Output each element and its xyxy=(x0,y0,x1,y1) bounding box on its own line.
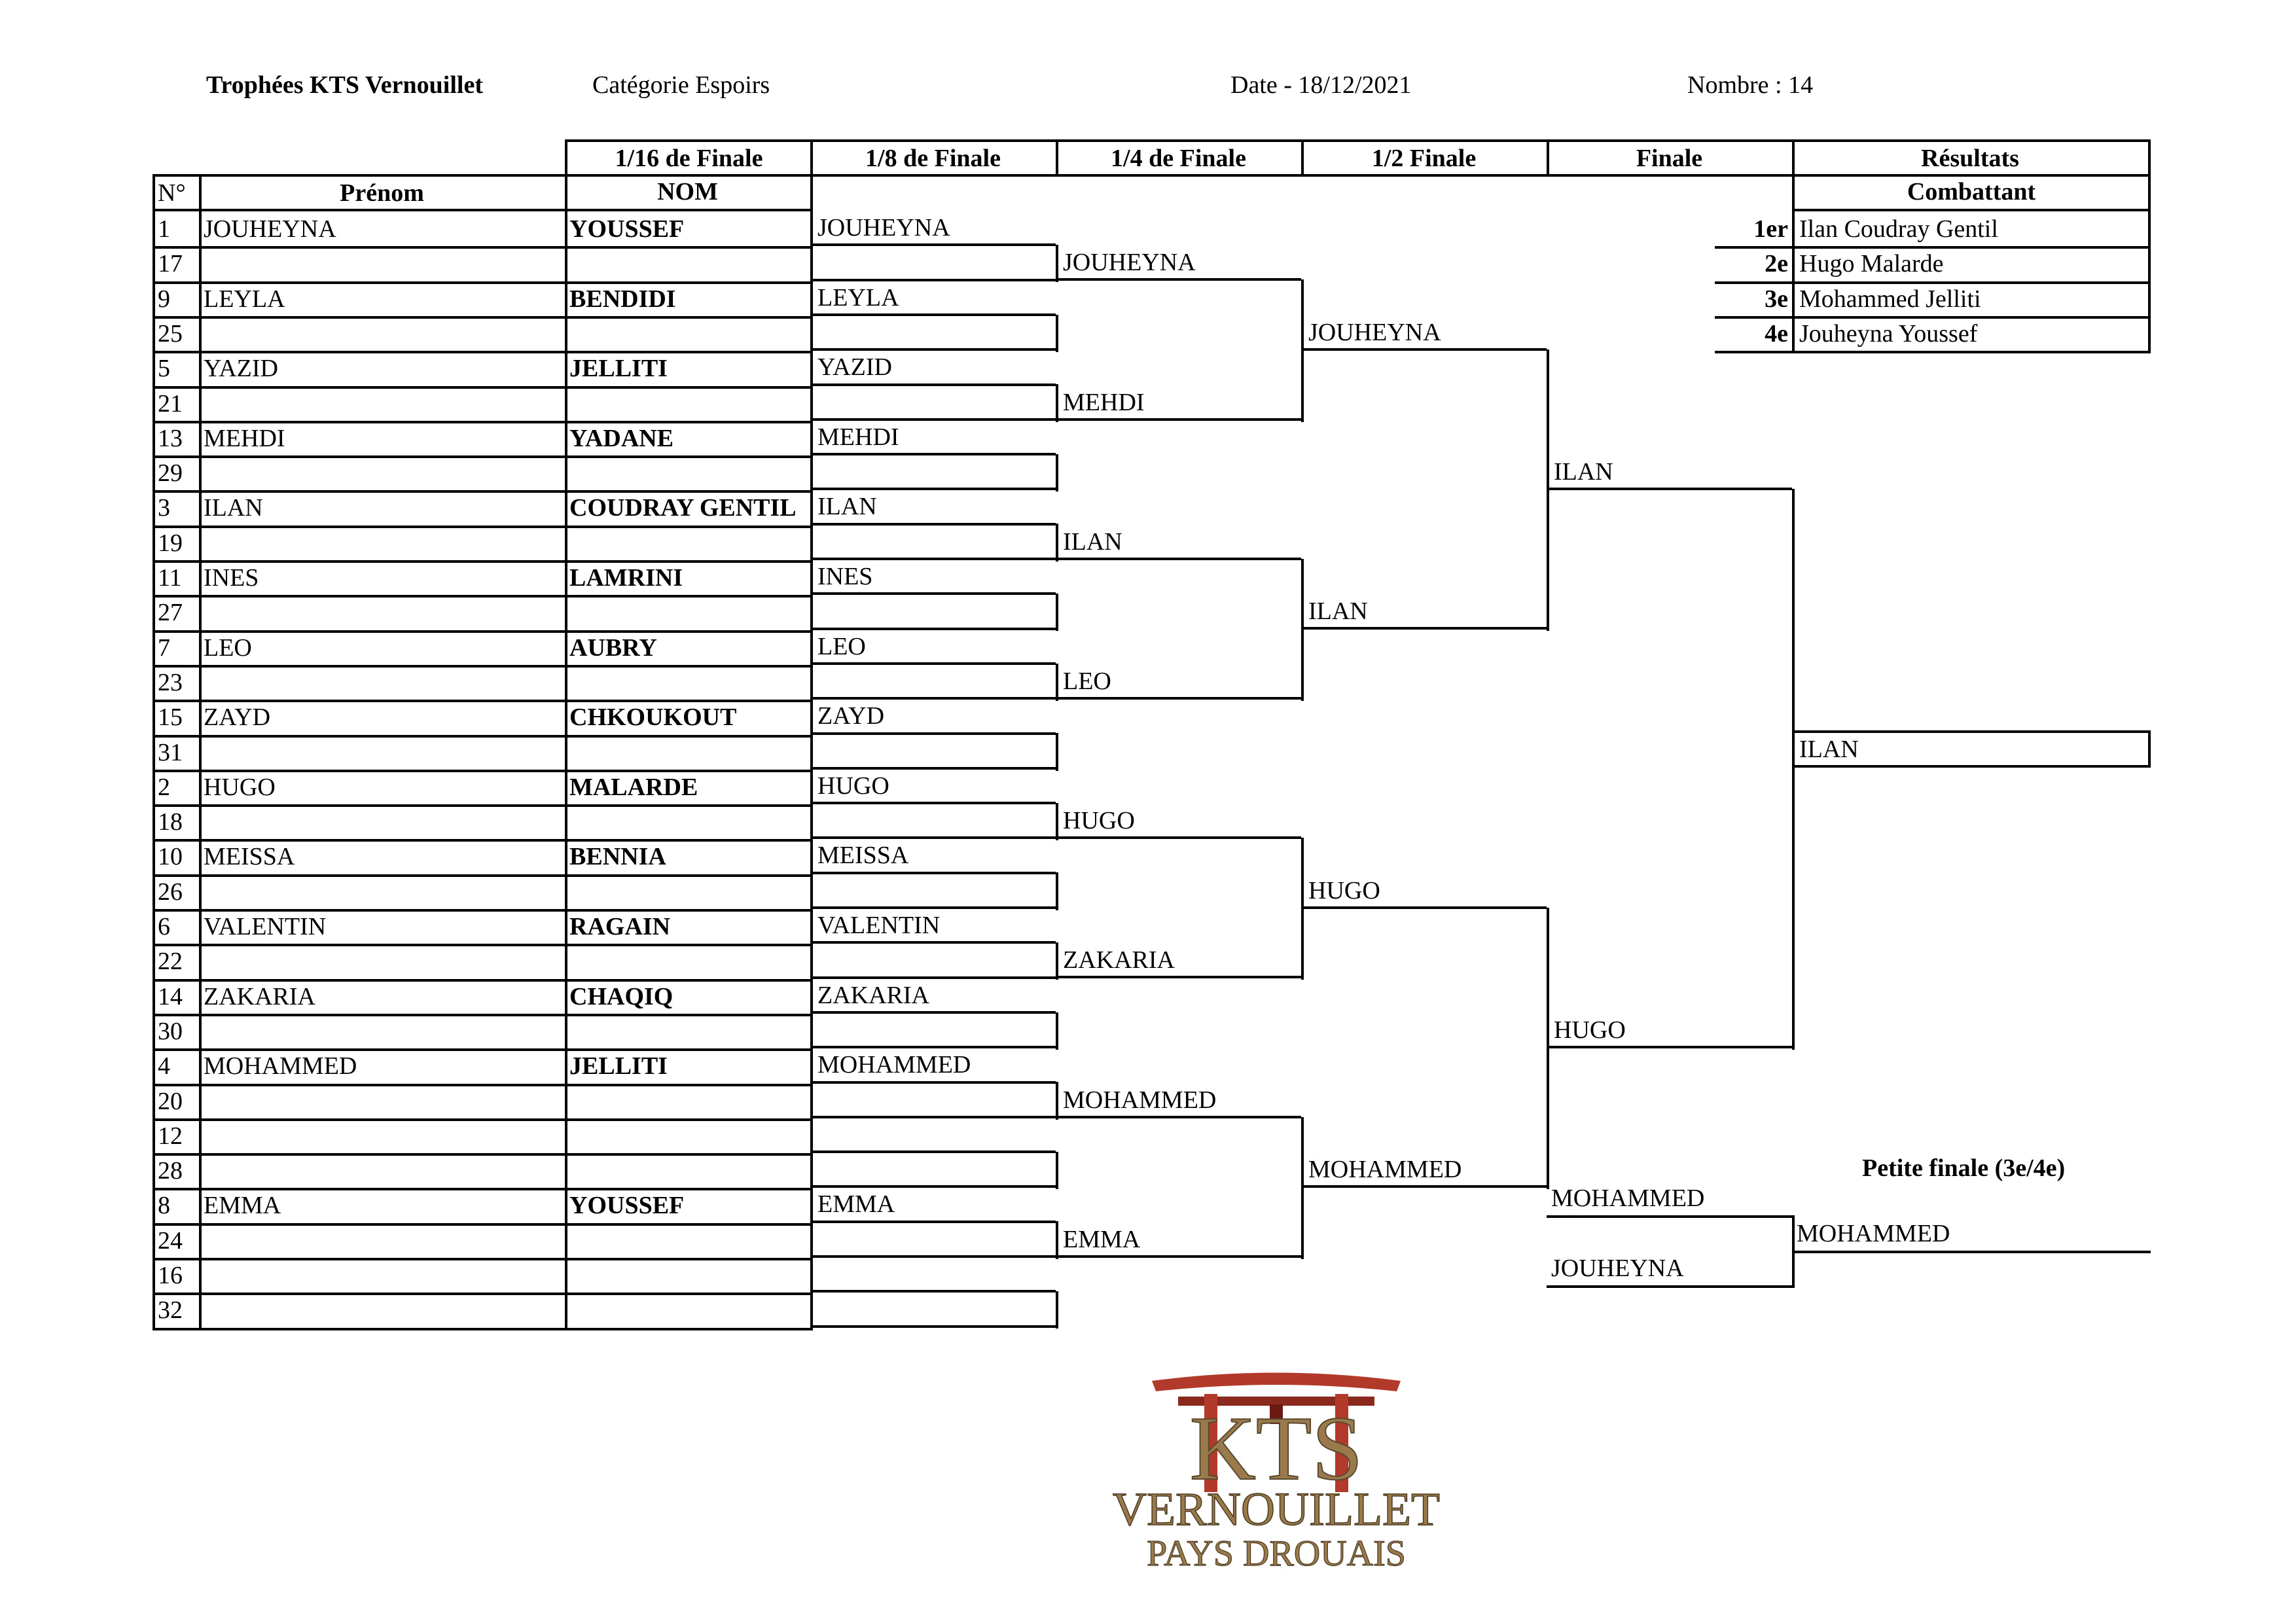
entry-prenom xyxy=(199,804,567,842)
result-place: 1er xyxy=(1715,211,1792,249)
entry-nom: BENNIA xyxy=(565,839,813,877)
kts-logo xyxy=(1106,1368,1446,1577)
round8-entry xyxy=(813,665,1056,700)
round4-entry: MOHAMMED xyxy=(1058,1084,1301,1118)
round8-entry xyxy=(813,1084,1056,1118)
entry-nom xyxy=(565,804,813,842)
entry-prenom xyxy=(199,386,567,423)
entry-number: 30 xyxy=(152,1014,202,1051)
final-bracket xyxy=(1792,489,1795,1050)
entry-prenom xyxy=(199,1223,567,1260)
entry-prenom: JOUHEYNA xyxy=(199,211,567,249)
entry-prenom xyxy=(199,735,567,772)
round8-bracket xyxy=(1056,315,1058,352)
entry-nom: JELLITI xyxy=(565,351,813,389)
entry-prenom: VALENTIN xyxy=(199,909,567,946)
entry-number: 7 xyxy=(152,630,202,668)
entry-prenom: LEYLA xyxy=(199,281,567,319)
entry-number: 20 xyxy=(152,1084,202,1121)
entry-number: 22 xyxy=(152,944,202,982)
entry-nom xyxy=(565,1014,813,1051)
entry-nom xyxy=(565,526,813,563)
entry-number: 16 xyxy=(152,1258,202,1295)
round8-bracket xyxy=(1056,733,1058,771)
entry-prenom: HUGO xyxy=(199,770,567,807)
entry-number: 19 xyxy=(152,526,202,563)
entry-number: 28 xyxy=(152,1153,202,1190)
logo-region-text: PAYS DROUAIS xyxy=(1147,1533,1406,1574)
round8-entry: MEISSA xyxy=(813,839,1056,874)
round8-bracket xyxy=(1056,1152,1058,1189)
col-header-r4: 1/4 de Finale xyxy=(1056,139,1304,177)
round4-entry: HUGO xyxy=(1058,804,1301,839)
entry-nom xyxy=(565,246,813,284)
col-header-prenom: Prénom xyxy=(199,174,567,211)
entry-nom xyxy=(565,1118,813,1156)
round8-entry: HUGO xyxy=(813,770,1056,804)
entry-prenom xyxy=(199,1258,567,1295)
entry-number: 17 xyxy=(152,246,202,284)
round8-entry xyxy=(813,1014,1056,1048)
entry-nom: RAGAIN xyxy=(565,909,813,946)
entry-nom: MALARDE xyxy=(565,770,813,807)
round2-entry: MOHAMMED xyxy=(1304,1153,1547,1188)
round4-entry: ILAN xyxy=(1058,526,1301,560)
round8-entry xyxy=(813,1293,1056,1328)
petite-finale-p2: JOUHEYNA xyxy=(1547,1251,1795,1288)
entry-prenom: MEHDI xyxy=(199,421,567,458)
entry-prenom xyxy=(199,1118,567,1156)
entry-number: 8 xyxy=(152,1188,202,1226)
round8-entry: EMMA xyxy=(813,1188,1056,1223)
entry-nom: CHAQIQ xyxy=(565,979,813,1016)
entry-prenom xyxy=(199,1293,567,1330)
entry-prenom xyxy=(199,595,567,633)
entry-nom: COUDRAY GENTIL xyxy=(565,490,813,528)
entry-nom xyxy=(565,1223,813,1260)
entry-number: 1 xyxy=(152,211,202,249)
entry-prenom xyxy=(199,526,567,563)
round8-entry: VALENTIN xyxy=(813,909,1056,944)
entry-prenom xyxy=(199,944,567,982)
round8-bracket xyxy=(1056,1012,1058,1050)
entry-number: 10 xyxy=(152,839,202,877)
final-entry: ILAN xyxy=(1549,455,1792,490)
round8-entry xyxy=(813,1223,1056,1258)
entry-nom: YADANE xyxy=(565,421,813,458)
petite-finale-winner: MOHAMMED xyxy=(1792,1216,2151,1253)
entry-nom: YOUSSEF xyxy=(565,211,813,249)
round2-entry: HUGO xyxy=(1304,874,1547,909)
entry-number: 29 xyxy=(152,455,202,493)
result-name: Mohammed Jelliti xyxy=(1792,281,2151,319)
category-label: Catégorie Espoirs xyxy=(592,71,770,99)
col-header-r8: 1/8 de Finale xyxy=(810,139,1058,177)
round2-bracket xyxy=(1547,349,1549,631)
round8-entry xyxy=(813,316,1056,351)
round8-entry xyxy=(813,386,1056,421)
entry-prenom xyxy=(199,1014,567,1051)
round8-entry xyxy=(813,735,1056,770)
round2-bracket xyxy=(1547,908,1549,1189)
col-header-combattant: Combattant xyxy=(1792,174,2151,211)
result-place: 4e xyxy=(1715,316,1792,353)
winner-cell: ILAN xyxy=(1792,730,2151,768)
entry-number: 3 xyxy=(152,490,202,528)
petite-finale-p1: MOHAMMED xyxy=(1547,1181,1795,1218)
round4-bracket xyxy=(1301,559,1304,701)
entry-prenom xyxy=(199,1153,567,1190)
round8-entry xyxy=(813,874,1056,909)
round8-entry xyxy=(813,1118,1056,1153)
entry-nom: AUBRY xyxy=(565,630,813,668)
round4-entry: MEHDI xyxy=(1058,386,1301,421)
entry-prenom: YAZID xyxy=(199,351,567,389)
entry-number: 31 xyxy=(152,735,202,772)
round8-entry: MOHAMMED xyxy=(813,1048,1056,1084)
entry-number: 24 xyxy=(152,1223,202,1260)
entry-nom xyxy=(565,386,813,423)
entry-nom xyxy=(565,665,813,702)
round8-entry: JOUHEYNA xyxy=(813,211,1056,246)
entry-number: 21 xyxy=(152,386,202,423)
entry-nom: JELLITI xyxy=(565,1048,813,1086)
round8-entry: ZAYD xyxy=(813,700,1056,735)
round4-bracket xyxy=(1301,279,1304,422)
round2-entry: ILAN xyxy=(1304,595,1547,630)
round4-bracket xyxy=(1301,1117,1304,1259)
round8-entry: ZAKARIA xyxy=(813,979,1056,1014)
entry-prenom: MEISSA xyxy=(199,839,567,877)
round8-bracket xyxy=(1056,872,1058,910)
round8-entry: ILAN xyxy=(813,490,1056,526)
entry-number: 25 xyxy=(152,316,202,353)
entry-number: 14 xyxy=(152,979,202,1016)
col-header-num: N° xyxy=(152,174,202,211)
entry-nom: YOUSSEF xyxy=(565,1188,813,1226)
round4-entry: ZAKARIA xyxy=(1058,944,1301,978)
entry-prenom xyxy=(199,874,567,912)
entry-nom xyxy=(565,316,813,353)
entry-nom xyxy=(565,874,813,912)
col-header-r16: 1/16 de Finale xyxy=(565,139,813,177)
round8-bracket xyxy=(1056,454,1058,491)
col-header-nom: NOM xyxy=(565,174,813,211)
count-label: Nombre : 14 xyxy=(1687,71,1814,99)
entry-number: 6 xyxy=(152,909,202,946)
col-header-final: Finale xyxy=(1547,139,1795,177)
entry-prenom: EMMA xyxy=(199,1188,567,1226)
result-place: 3e xyxy=(1715,281,1792,319)
round8-entry xyxy=(813,1153,1056,1188)
entry-number: 15 xyxy=(152,700,202,738)
entry-nom: CHKOUKOUT xyxy=(565,700,813,738)
round8-entry: LEO xyxy=(813,630,1056,665)
col-header-r2: 1/2 Finale xyxy=(1301,139,1549,177)
entry-nom xyxy=(565,1293,813,1330)
entry-nom xyxy=(565,1153,813,1190)
entry-number: 27 xyxy=(152,595,202,633)
petite-finale-title: Petite finale (3e/4e) xyxy=(1862,1154,2066,1182)
entry-number: 11 xyxy=(152,560,202,597)
entry-prenom: ILAN xyxy=(199,490,567,528)
date-label: Date - 18/12/2021 xyxy=(1230,71,1412,99)
entry-number: 32 xyxy=(152,1293,202,1330)
round8-entry xyxy=(813,246,1056,281)
tournament-title: Trophées KTS Vernouillet xyxy=(206,71,483,99)
round8-entry: INES xyxy=(813,560,1056,595)
entry-prenom: LEO xyxy=(199,630,567,668)
entry-number: 4 xyxy=(152,1048,202,1086)
col-header-results: Résultats xyxy=(1792,139,2151,177)
round8-entry xyxy=(813,455,1056,490)
round8-entry xyxy=(813,595,1056,630)
entry-nom xyxy=(565,1258,813,1295)
entry-nom xyxy=(565,595,813,633)
entry-number: 26 xyxy=(152,874,202,912)
entry-number: 5 xyxy=(152,351,202,389)
round8-entry xyxy=(813,526,1056,560)
entry-nom xyxy=(565,944,813,982)
round4-entry: JOUHEYNA xyxy=(1058,246,1301,281)
entry-nom xyxy=(565,735,813,772)
logo-city-text: VERNOUILLET xyxy=(1113,1483,1440,1535)
result-name: Jouheyna Youssef xyxy=(1792,316,2151,353)
entry-prenom xyxy=(199,316,567,353)
round4-entry: EMMA xyxy=(1058,1223,1301,1258)
entry-number: 13 xyxy=(152,421,202,458)
entry-prenom xyxy=(199,246,567,284)
entry-nom xyxy=(565,1084,813,1121)
entry-prenom xyxy=(199,1084,567,1121)
result-name: Hugo Malarde xyxy=(1792,246,2151,284)
round8-entry: MEHDI xyxy=(813,421,1056,455)
entry-nom xyxy=(565,455,813,493)
entry-number: 12 xyxy=(152,1118,202,1156)
entry-prenom: INES xyxy=(199,560,567,597)
entry-prenom xyxy=(199,665,567,702)
entry-prenom: MOHAMMED xyxy=(199,1048,567,1086)
final-entry: HUGO xyxy=(1549,1014,1792,1048)
entry-number: 23 xyxy=(152,665,202,702)
round2-entry: JOUHEYNA xyxy=(1304,316,1547,351)
round8-entry xyxy=(813,804,1056,839)
round8-entry: LEYLA xyxy=(813,281,1056,316)
entry-prenom: ZAKARIA xyxy=(199,979,567,1016)
round8-entry xyxy=(813,1258,1056,1293)
logo-kts-text: KTS xyxy=(1189,1398,1363,1499)
entry-number: 2 xyxy=(152,770,202,807)
entry-number: 9 xyxy=(152,281,202,319)
round8-bracket xyxy=(1056,1291,1058,1329)
entry-nom: BENDIDI xyxy=(565,281,813,319)
round8-bracket xyxy=(1056,594,1058,631)
round8-entry xyxy=(813,944,1056,979)
result-place: 2e xyxy=(1715,246,1792,284)
result-name: Ilan Coudray Gentil xyxy=(1792,211,2151,249)
entry-nom: LAMRINI xyxy=(565,560,813,597)
entry-number: 18 xyxy=(152,804,202,842)
entry-prenom xyxy=(199,455,567,493)
round8-entry: YAZID xyxy=(813,351,1056,386)
entry-prenom: ZAYD xyxy=(199,700,567,738)
round4-entry: LEO xyxy=(1058,665,1301,700)
